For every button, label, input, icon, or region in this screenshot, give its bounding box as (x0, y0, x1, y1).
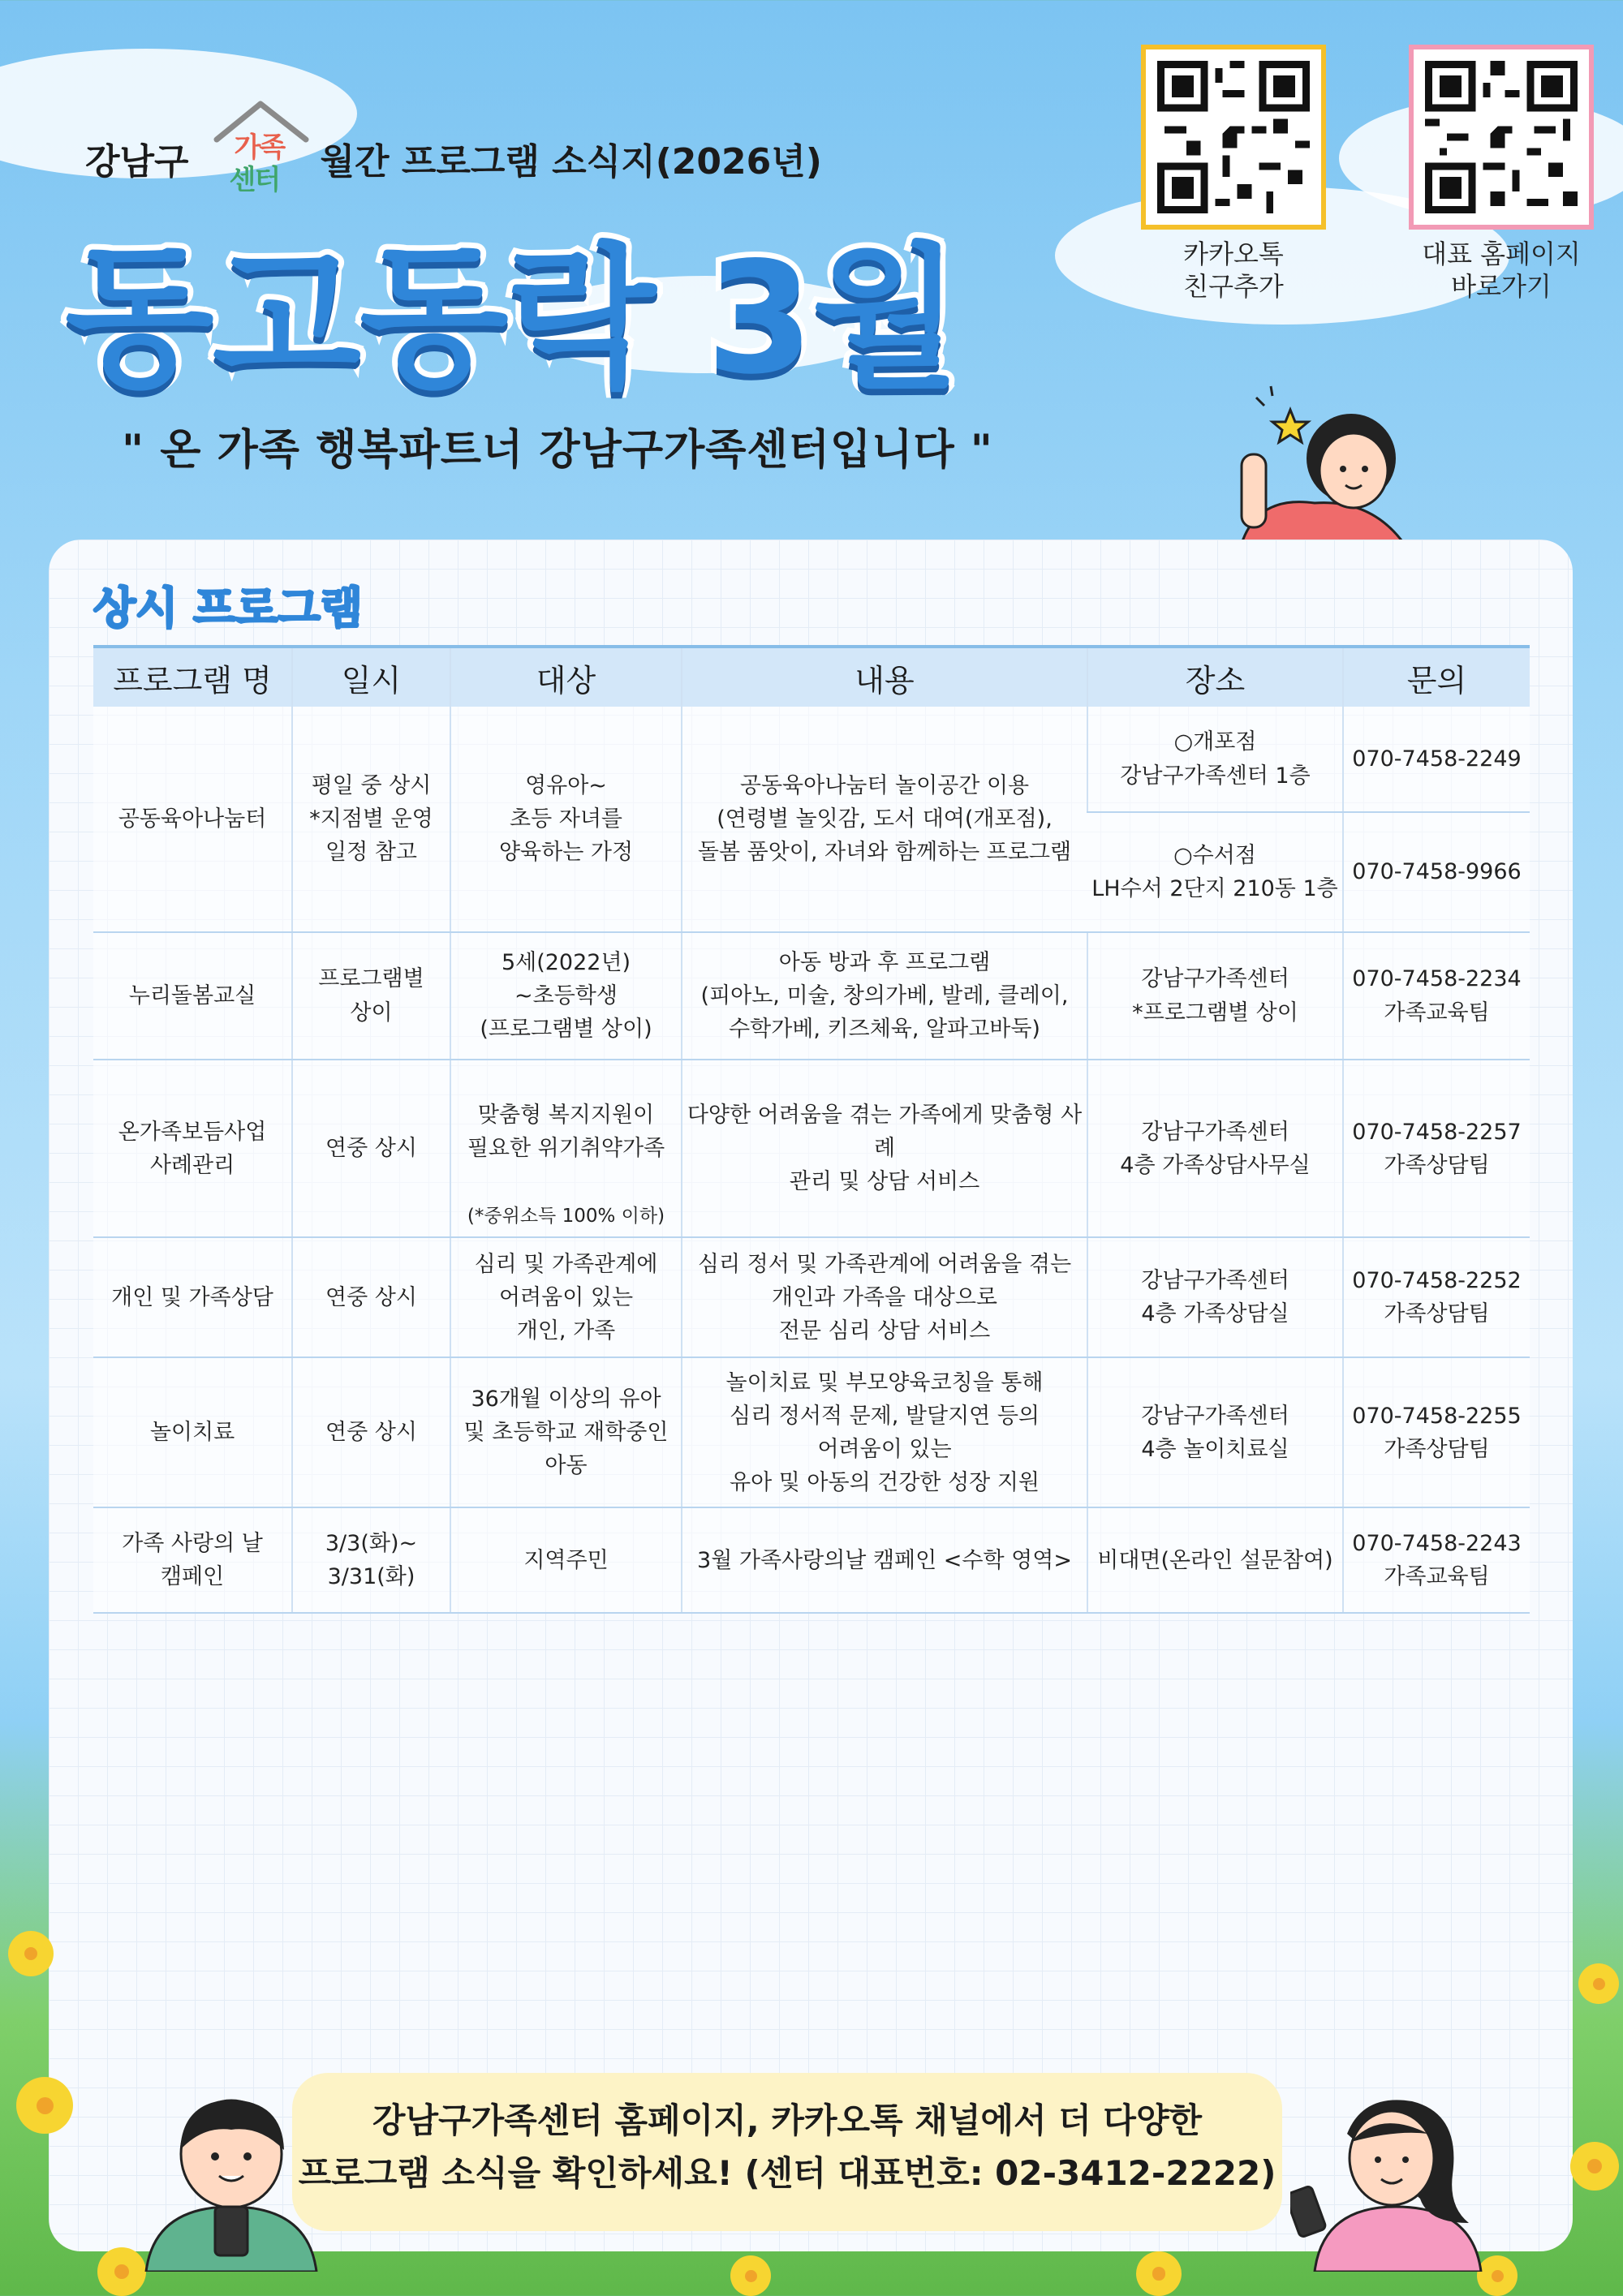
table-row (93, 932, 1530, 1060)
header-line (85, 130, 822, 196)
schedule-cell: 연중 상시 (292, 1357, 450, 1507)
footer-notice (292, 2073, 1282, 2231)
contact-cell: 070-7458-2255 가족상담팀 (1343, 1357, 1530, 1507)
schedule-cell: 프로그램별 상이 (292, 932, 450, 1060)
contact-cell: 070-7458-9966 (1343, 812, 1530, 932)
qr-caption-line: 대표 홈페이지 (1422, 239, 1581, 269)
contact-cell: 070-7458-2249 (1343, 707, 1530, 812)
logo-text-bottom: 센터 (229, 164, 280, 196)
qr-caption-line: 바로가기 (1451, 271, 1552, 302)
column-header: 프로그램 명 (93, 647, 292, 707)
family-center-logo (210, 97, 299, 196)
target-cell: 5세(2022년) ~초등학생 (프로그램별 상이) (450, 932, 682, 1060)
section-title: 상시 프로그램 (93, 583, 363, 634)
column-header: 대상 (450, 647, 682, 707)
content-cell: 심리 정서 및 가족관계에 어려움을 겪는 개인과 가족을 대상으로 전문 심리 상담 서비스 (682, 1237, 1087, 1357)
girl-with-phone-illustration (1290, 2085, 1485, 2272)
footer-line: 프로그램 소식을 확인하세요! (센터 대표번호: 02-3412-2222) (298, 2153, 1276, 2194)
column-header: 내용 (682, 647, 1087, 707)
place-cell: 강남구가족센터 4층 가족상담실 (1087, 1237, 1343, 1357)
target-cell: 심리 및 가족관계에 어려움이 있는 개인, 가족 (450, 1237, 682, 1357)
target-cell (450, 1060, 682, 1237)
target-text: 맞춤형 복지지원이 필요한 위기취약가족 (467, 1103, 665, 1162)
program-name-cell: 온가족보듬사업 사례관리 (93, 1060, 292, 1237)
qr-code-icon[interactable] (1141, 45, 1326, 230)
target-cell: 지역주민 (450, 1507, 682, 1613)
qr-caption (1136, 238, 1331, 303)
content-cell: 다양한 어려움을 겪는 가족에게 맞춤형 사례 관리 및 상담 서비스 (682, 1060, 1087, 1237)
flower-decoration (730, 2255, 771, 2296)
contact-cell: 070-7458-2243 가족교육팀 (1343, 1507, 1530, 1613)
target-note: (*중위소득 100% 이하) (467, 1206, 665, 1228)
program-name-cell: 공동육아나눔터 (93, 707, 292, 932)
table-row (93, 1507, 1530, 1613)
place-cell: 강남구가족센터 *프로그램별 상이 (1087, 932, 1343, 1060)
flower-decoration (1136, 2251, 1182, 2296)
logo-text-top: 가족 (234, 131, 285, 164)
slogan: " 온 가족 행복파트너 강남구가족센터입니다 " (122, 426, 993, 475)
program-name-cell: 놀이치료 (93, 1357, 292, 1507)
column-header: 일시 (292, 647, 450, 707)
content-cell: 3월 가족사랑의날 캠페인 <수학 영역> (682, 1507, 1087, 1613)
place-cell: 강남구가족센터 4층 가족상담사무실 (1087, 1060, 1343, 1237)
program-name-cell: 개인 및 가족상담 (93, 1237, 292, 1357)
table-row (93, 1237, 1530, 1357)
flower-decoration (16, 2077, 73, 2134)
content-cell: 아동 방과 후 프로그램 (피아노, 미술, 창의가베, 발레, 클레이, 수학가베, 키즈체육, 알파고바둑) (682, 932, 1087, 1060)
place-cell: 강남구가족센터 4층 놀이치료실 (1087, 1357, 1343, 1507)
column-header: 장소 (1087, 647, 1343, 707)
district-label: 강남구 (85, 141, 189, 183)
place-cell: ○개포점 강남구가족센터 1층 (1087, 707, 1343, 812)
boy-with-phone-illustration (138, 2085, 325, 2272)
flower-decoration (1570, 2142, 1619, 2191)
qr-kakao[interactable] (1136, 45, 1331, 303)
place-cell: ○수서점 LH수서 2단지 210동 1층 (1087, 812, 1343, 932)
table-row (93, 707, 1530, 812)
place-cell: 비대면(온라인 설문참여) (1087, 1507, 1343, 1613)
column-header: 문의 (1343, 647, 1530, 707)
contact-cell: 070-7458-2252 가족상담팀 (1343, 1237, 1530, 1357)
schedule-cell: 연중 상시 (292, 1237, 450, 1357)
program-name-cell: 누리돌봄교실 (93, 932, 292, 1060)
schedule-cell: 3/3(화)~ 3/31(화) (292, 1507, 450, 1613)
schedule-cell: 평일 중 상시 *지점별 운영 일정 참고 (292, 707, 450, 932)
qr-code-icon[interactable] (1409, 45, 1594, 230)
table-row (93, 1357, 1530, 1507)
flower-decoration (1578, 1963, 1619, 2004)
target-cell: 36개월 이상의 유아 및 초등학교 재학중인 아동 (450, 1357, 682, 1507)
qr-caption-line: 친구추가 (1183, 271, 1284, 302)
table-row (93, 1060, 1530, 1237)
target-cell: 영유아~ 초등 자녀를 양육하는 가정 (450, 707, 682, 932)
program-panel (49, 540, 1573, 2251)
content-cell: 놀이치료 및 부모양육코칭을 통해 심리 정서적 문제, 발달지연 등의 어려움이 있는 유아 및 아동의 건강한 성장 지원 (682, 1357, 1087, 1507)
program-name-cell: 가족 사랑의 날 캠페인 (93, 1507, 292, 1613)
program-table (93, 645, 1530, 1614)
page-title: 동고동락 3월 (65, 229, 960, 408)
flower-decoration (8, 1931, 54, 1976)
newsletter-subtitle: 월간 프로그램 소식지(2026년) (320, 141, 822, 183)
qr-caption (1396, 238, 1607, 303)
schedule-cell: 연중 상시 (292, 1060, 450, 1237)
contact-cell: 070-7458-2257 가족상담팀 (1343, 1060, 1530, 1237)
content-cell: 공동육아나눔터 놀이공간 이용 (연령별 놀잇감, 도서 대여(개포점), 돌봄 품앗이, 자녀와 함께하는 프로그램 (682, 707, 1087, 932)
pointing-woman-illustration (1209, 381, 1469, 544)
footer-line: 강남구가족센터 홈페이지, 카카오톡 채널에서 더 다양한 (372, 2100, 1203, 2140)
table-header-row (93, 647, 1530, 707)
qr-homepage[interactable] (1396, 45, 1607, 303)
qr-caption-line: 카카오톡 (1183, 239, 1284, 269)
contact-cell: 070-7458-2234 가족교육팀 (1343, 932, 1530, 1060)
